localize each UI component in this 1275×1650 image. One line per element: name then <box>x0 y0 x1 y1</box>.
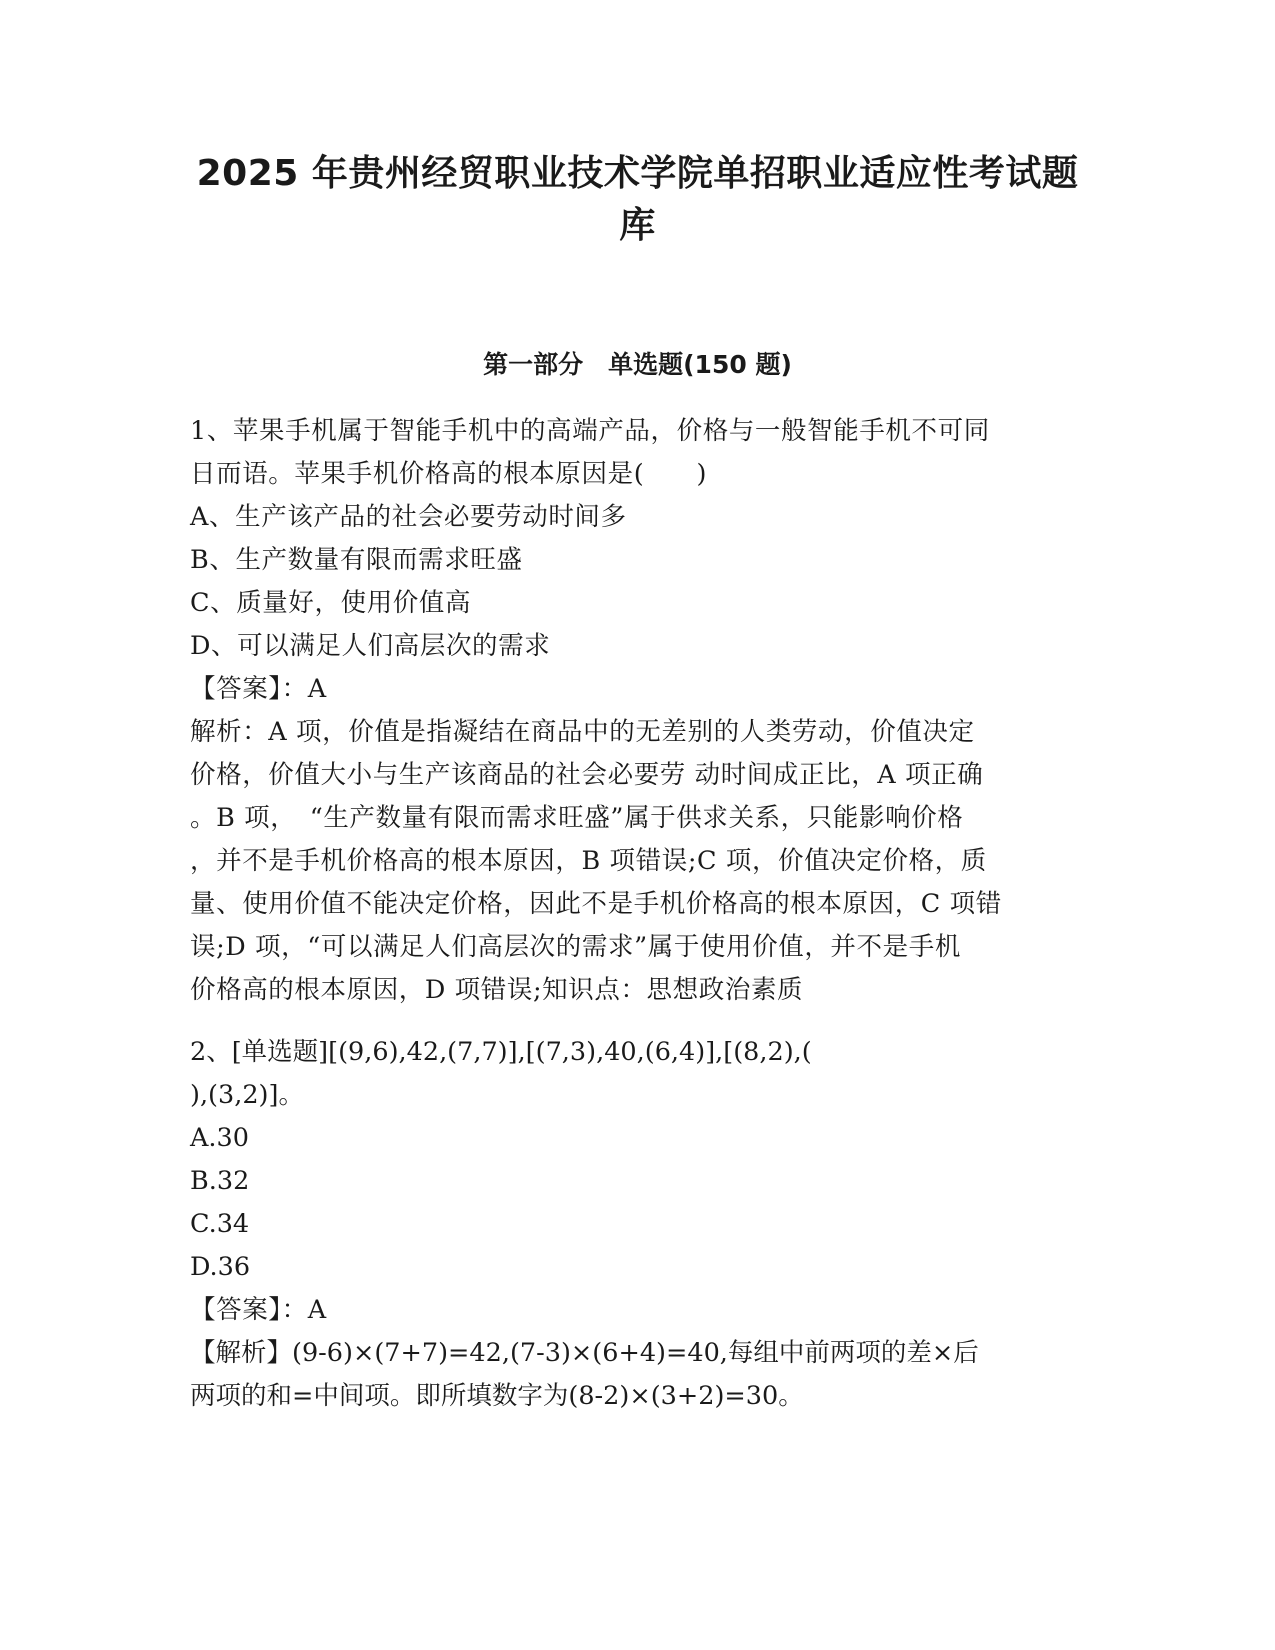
question-1-option-d: D、可以满足人们高层次的需求 <box>190 631 551 661</box>
document-title-line2: 库 <box>619 205 656 246</box>
question-2-option-b: B.32 <box>190 1166 250 1196</box>
question-1-analysis-line5: 量、使用价值不能决定价格，因此不是手机价格高的根本原因，C 项错 <box>190 889 1002 919</box>
question-spacer <box>190 1012 1085 1031</box>
question-2-option-a: A.30 <box>190 1123 249 1153</box>
question-1-option-b: B、生产数量有限而需求旺盛 <box>190 545 523 575</box>
question-1-analysis-line2: 价格，价值大小与生产该商品的社会必要劳 动时间成正比，A 项正确 <box>190 760 984 790</box>
document-title <box>190 148 1085 252</box>
question-1-analysis-line1: 解析：A 项，价值是指凝结在商品中的无差别的人类劳动，价值决定 <box>190 717 975 747</box>
question-1-analysis-line7: 价格高的根本原因，D 项错误;知识点：思想政治素质 <box>190 975 804 1005</box>
question-1-analysis-line6: 误;D 项，“可以满足人们高层次的需求”属于使用价值，并不是手机 <box>190 932 961 962</box>
question-2-analysis-line1: 【解析】(9-6)×(7+7)=42,(7-3)×(6+4)=40,每组中前两项的差×后 <box>190 1338 979 1368</box>
question-2-answer: 【答案】：A <box>190 1295 327 1325</box>
question-1-analysis-line4: ，并不是手机价格高的根本原因，B 项错误;C 项，价值决定价格，质 <box>190 846 987 876</box>
question-2-stem-line2: ),(3,2)]。 <box>190 1080 304 1110</box>
question-2-option-c: C.34 <box>190 1209 250 1239</box>
question-1 <box>190 410 1085 1012</box>
question-2-stem-line1: 2、[单选题][(9,6),42,(7,7)],[(7,3),40,(6,4)],[(8,2),( <box>190 1037 812 1067</box>
document-title-line1: 2025 年贵州经贸职业技术学院单招职业适应性考试题 <box>196 153 1079 194</box>
question-1-option-c: C、质量好，使用价值高 <box>190 588 472 618</box>
question-1-stem-line2: 日而语。苹果手机价格高的根本原因是( ) <box>190 459 707 489</box>
question-2-analysis-line2: 两项的和=中间项。即所填数字为(8-2)×(3+2)=30。 <box>190 1381 804 1411</box>
question-list <box>190 410 1085 1418</box>
question-1-stem-line1: 1、苹果手机属于智能手机中的高端产品，价格与一般智能手机不可同 <box>190 416 990 446</box>
question-2 <box>190 1031 1085 1418</box>
question-2-option-d: D.36 <box>190 1252 251 1282</box>
question-1-option-a: A、生产该产品的社会必要劳动时间多 <box>190 502 627 532</box>
question-1-answer: 【答案】：A <box>190 674 327 704</box>
section-title: 第一部分 单选题(150 题) <box>483 350 792 379</box>
question-1-analysis-line3: 。B 项， “生产数量有限而需求旺盛”属于供求关系，只能影响价格 <box>190 803 964 833</box>
